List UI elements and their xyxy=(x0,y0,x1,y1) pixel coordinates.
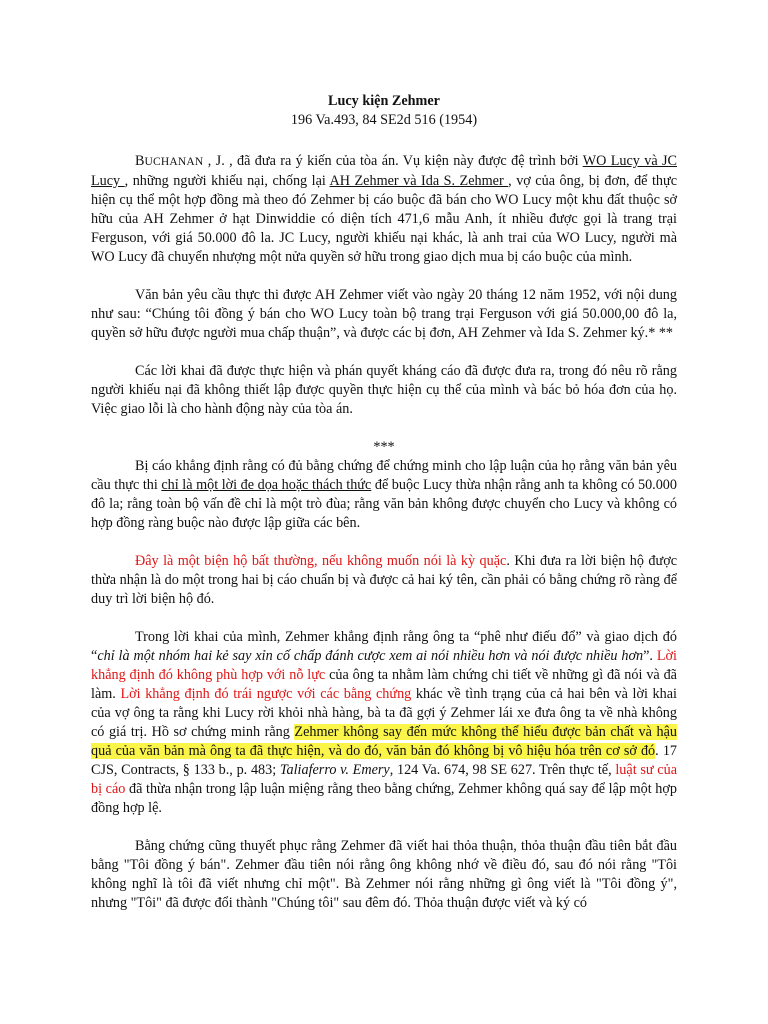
paragraph-testimony xyxy=(91,628,677,818)
paragraph-opinion-intro xyxy=(91,152,677,267)
paragraph-instrument: Văn bản yêu cầu thực thi được AH Zehmer viết vào ngày 20 tháng 12 năm 1952, với nội dung như sau: “Chúng tôi đồng ý bán cho WO Lucy toàn bộ trang trại Ferguson với giá 50.000,00 đô la, quyền sở hữu được người mua chấp thuận”, và được các bị đơn, AH Zehmer và Ida S. Zehmer ký.* ** xyxy=(91,287,677,341)
text-run: . Khi đưa ra lời biện hộ được thừa nhận là do một trong hai bị cáo chuẩn bị và được cả hai ký tên, cần phải có bằng chứng rõ ràng để duy trì lời biện hộ đó. xyxy=(91,553,677,607)
italic-case-name: Taliaferro v. Emery xyxy=(279,762,390,778)
section-separator: *** xyxy=(373,439,395,455)
paragraph-decree: Các lời khai đã được thực hiện và phán quyết kháng cáo đã được đưa ra, trong đó nêu rõ rằng người khiếu nại đã không thiết lập được quyền thực hiện cụ thể của mình và bác bỏ hóa đơn của họ. Việc giao lỗi là cho hành động này của tòa án. xyxy=(91,363,677,417)
judge-initial: B xyxy=(135,153,145,169)
defendants-underlined: AH Zehmer và Ida S. Zehmer xyxy=(329,173,509,189)
judge-name-smallcaps: UCHANAN xyxy=(144,156,204,168)
text-run: để buộc Lucy thừa nhận rằng anh ta không có 50.000 đô la; rằng toàn bộ vấn đề chỉ là một trò đùa; rằng văn bản không được chuyển cho Lucy và không có hợp đồng ràng buộc nào được lập giữa các bên. xyxy=(91,477,677,531)
text-run: ”. xyxy=(643,648,657,664)
red-annotated-phrase: Lời khẳng định đó trái ngược với các bằng chứng xyxy=(120,686,412,702)
case-title: Lucy kiện Zehmer xyxy=(328,93,440,109)
paragraph-two-agreements: Bằng chứng cũng thuyết phục rằng Zehmer đã viết hai thỏa thuận, thỏa thuận đầu tiên bắt đầu bằng "Tôi đồng ý bán". Zehmer đầu tiên nói rằng ông không nhớ về điều đó, sau đó nói rằng "Tôi không nghĩ là tôi đã viết nhưng chỉ một". Bà Zehmer nói rằng những gì ông viết là "Tôi đồng ý", nhưng "Tôi" đã được đổi thành "Chúng tôi" sau đêm đó. Thỏa thuận được viết và ký có xyxy=(91,838,677,911)
underlined-phrase: chỉ là một lời đe dọa hoặc thách thức xyxy=(161,477,372,493)
complainants-underlined: WO Lucy và JC Lucy xyxy=(91,153,677,189)
text-run: khác về tình trạng của cả hai bên và lời khai của vợ ông ta rằng khi Lucy rời khỏi nhà hàng, bà ta đã gợi ý Zehmer lái xe đưa ông ta về nhà không có giá trị. Hồ sơ chứng minh rằng xyxy=(91,686,677,740)
case-citation: 196 Va.493, 84 SE2d 516 (1954) xyxy=(290,112,478,128)
red-annotated-phrase: Lời khẳng định đó không phù hợp với nỗ lực xyxy=(91,648,677,683)
text-run: của ông ta nhằm làm chứng chi tiết về những gì đã nói và đã làm. xyxy=(91,667,677,702)
text-run: , 124 Va. 674, 98 SE 627. Trên thực tế, xyxy=(389,762,616,778)
text-run: , vợ của ông, bị đơn, để thực hiện cụ thể một hợp đồng mà theo đó Zehmer bị cáo buộc đã bán cho WO Lucy một khu đất thuộc sở hữu của AH Zehmer ở hạt Dinwiddie có diện tích 471,6 mẫu Anh, ít nhiều được gọi là trang trại Ferguson, với giá 50.000 đô la. JC Lucy, người khiếu nại khác, là anh trai của WO Lucy, người mà WO Lucy đã chuyển nhượng một nửa quyền sở hữu trong giao dịch mua bị cáo buộc của mình. xyxy=(91,173,677,265)
text-run: đã thừa nhận trong lập luận miệng rằng theo bằng chứng, Zehmer không quá say để lập một hợp đồng hợp lệ. xyxy=(91,781,677,816)
document-body xyxy=(91,92,677,913)
text-run: , những người khiếu nại, chống lại xyxy=(124,173,330,189)
text-run: . 17 CJS, Contracts, § 133 b., p. 483; xyxy=(91,743,677,778)
text-run: Trong lời khai của mình, Zehmer khẳng định rằng ông ta “phê như điếu đổ” và giao dịch đó “ xyxy=(91,629,677,664)
red-annotated-phrase: luật sư của bị cáo xyxy=(91,762,677,797)
text-run: Bị cáo khẳng định rằng có đủ bằng chứng để chứng minh cho lập luận của họ rằng văn bản yêu cầu thực thi xyxy=(91,458,677,493)
paragraph-unusual-defense xyxy=(91,552,677,609)
italic-quote: chỉ là một nhóm hai kẻ say xỉn cố chấp đánh cược xem ai nói nhiều hơn và nói được nhiều hơn xyxy=(97,648,644,664)
text-run: , J. , đã đưa ra ý kiến của tòa án. Vụ kiện này được đệ trình bởi xyxy=(203,153,583,169)
highlighted-passage: Zehmer không say đến mức không thể hiểu được bản chất và hậu quả của văn bản mà ông ta đã thực hiện, và do đó, văn bản đó không bị vô hiệu hóa trên cơ sở đó xyxy=(91,724,677,759)
paragraph-defense xyxy=(91,457,677,533)
red-annotated-phrase: Đây là một biện hộ bất thường, nếu không muốn nói là kỳ quặc xyxy=(135,553,507,569)
